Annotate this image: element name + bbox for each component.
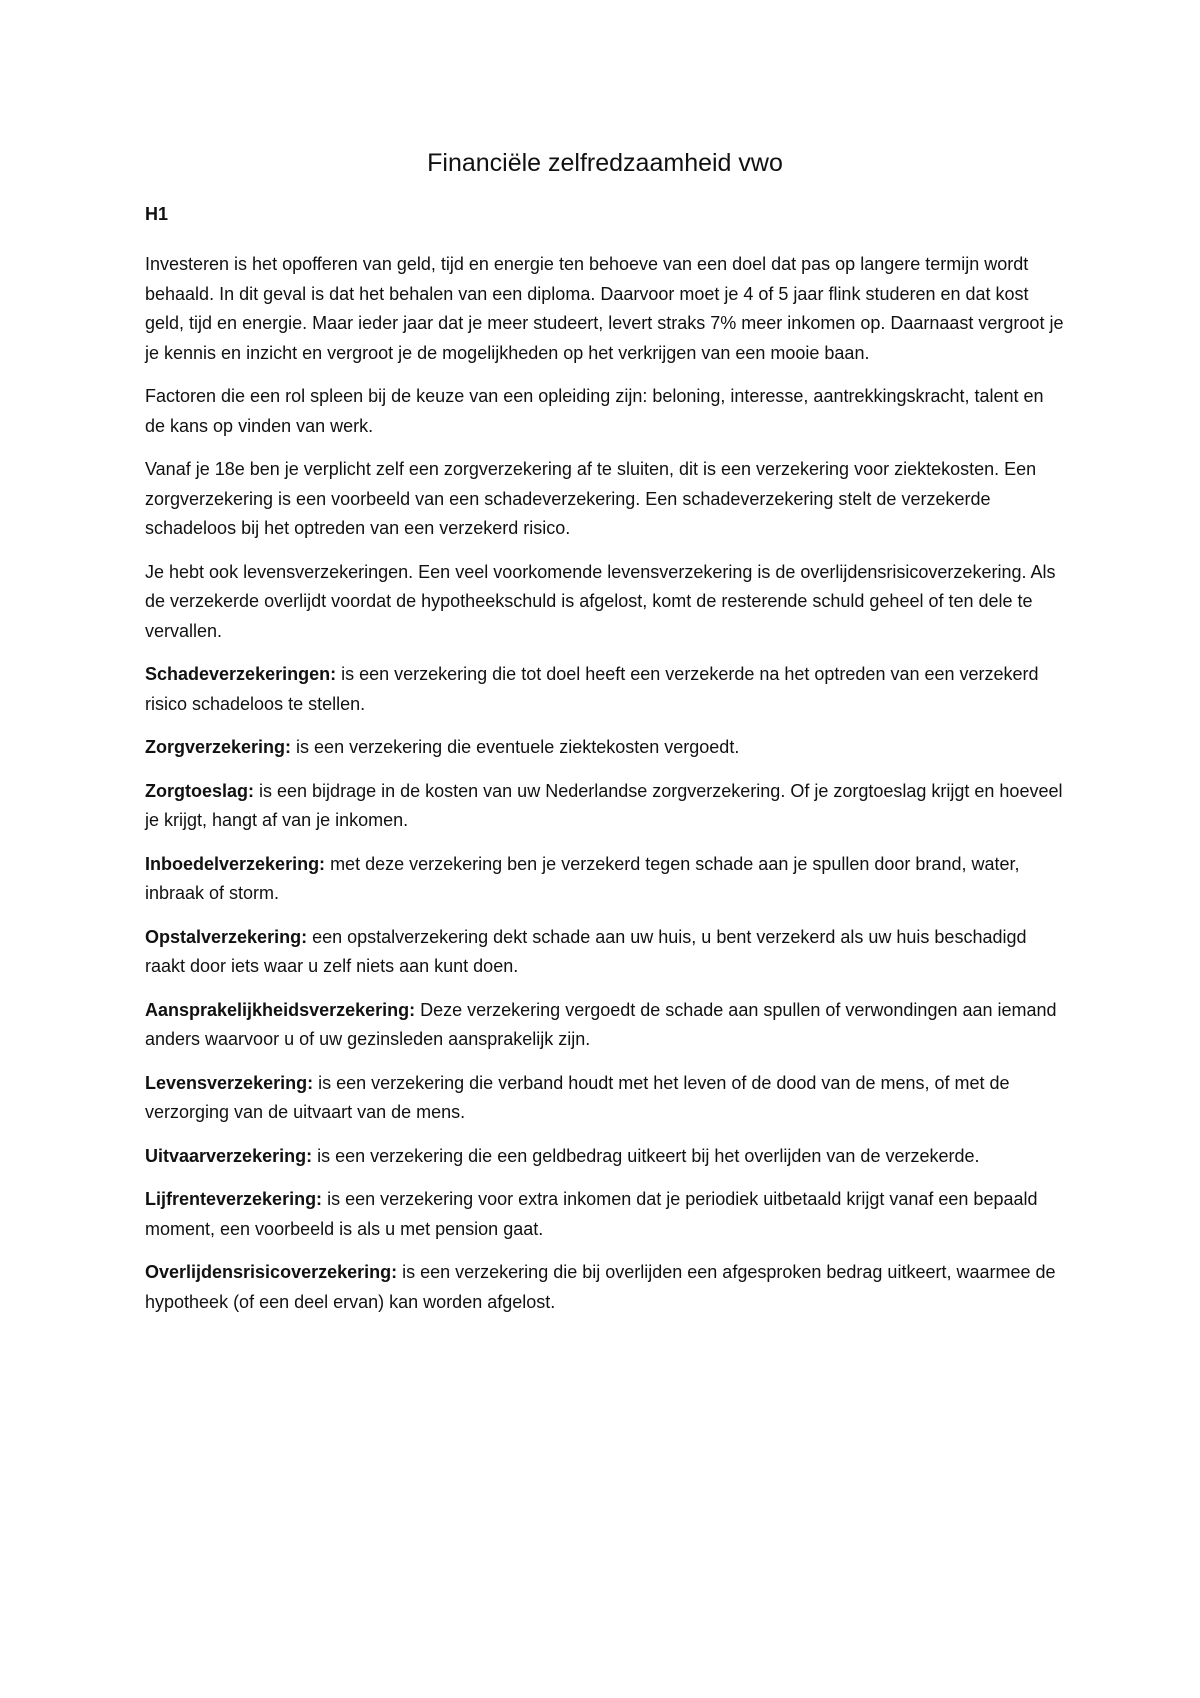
definition-text: is een verzekering die eventuele ziektekosten vergoedt. [291,737,740,757]
definition-term: Aansprakelijkheidsverzekering: [145,999,416,1020]
definition-text: is een verzekering voor extra inkomen dat je periodiek uitbetaald krijgt vanaf een bepaald moment, een voorbeeld is als u met pension gaat. [145,1189,1038,1239]
definition-term: Levensverzekering: [145,1072,314,1093]
definition-aansprakelijkheidsverzekering [145,996,1065,1055]
document-content [145,146,1065,1331]
definition-term: Zorgtoeslag: [145,780,255,801]
definition-schadeverzekeringen [145,660,1065,719]
definition-opstalverzekering [145,923,1065,982]
definition-text: een opstalverzekering dekt schade aan uw huis, u bent verzekerd als uw huis beschadigd raakt door iets waar u zelf niets aan kunt doen. [145,926,1027,976]
paragraph-levensverzekeringen: Je hebt ook levensverzekeringen. Een veel voorkomende levensverzekering is de overlijdensrisicoverzekering. Als de verzekerde overlijdt voordat de hypotheekschuld is afgelost, komt de resterende schuld geheel of ten dele te vervallen. [145,561,1056,641]
definition-term: Opstalverzekering: [145,926,308,947]
paragraph-factoren: Factoren die een rol spleen bij de keuze van een opleiding zijn: beloning, interesse, aantrekkingskracht, talent en de kans op vinden van werk. [145,386,1044,436]
section-heading: H1 [145,204,169,224]
definition-term: Uitvaarverzekering: [145,1145,313,1166]
definition-inboedelverzekering [145,850,1065,909]
definition-text: met deze verzekering ben je verzekerd tegen schade aan je spullen door brand, water, inbraak of storm. [145,853,1020,903]
document-title: Financiële zelfredzaamheid vwo [427,149,783,177]
definition-overlijdensrisicoverzekering [145,1258,1065,1317]
definition-uitvaarverzekering [145,1142,1065,1172]
definition-term: Lijfrenteverzekering: [145,1189,323,1209]
definition-term: Schadeverzekeringen: [145,664,337,684]
definition-text: Deze verzekering vergoedt de schade aan spullen of verwondingen aan iemand anders waarvoor u of uw gezinsleden aansprakelijk zijn. [145,999,1057,1049]
definition-text: is een bijdrage in de kosten van uw Nederlandse zorgverzekering. Of je zorgtoeslag krijgt en hoeveel je krijgt, hangt af van je inkomen. [145,780,1063,830]
definition-zorgtoeslag [145,777,1065,836]
definition-zorgverzekering [145,733,1065,763]
definition-term: Inboedelverzekering: [145,853,326,874]
definition-levensverzekering [145,1069,1065,1128]
definition-lijfrenteverzekering [145,1185,1065,1244]
paragraph-investeren: Investeren is het opofferen van geld, tijd en energie ten behoeve van een doel dat pas op langere termijn wordt behaald. In dit geval is dat het behalen van een diploma. Daarvoor moet je 4 of 5 jaar flink studeren en dat kost geld, tijd en energie. Maar ieder jaar dat je meer studeert, levert straks 7% meer inkomen op. Daarnaast vergroot je je kennis en inzicht en vergroot je de mogelijkheden op het verkrijgen van een mooie baan. [145,254,1064,363]
definition-text: is een verzekering die verband houdt met het leven of de dood van de mens, of met de verzorging van de uitvaart van de mens. [145,1072,1010,1122]
definition-term: Zorgverzekering: [145,737,292,757]
definition-term: Overlijdensrisicoverzekering: [145,1262,398,1282]
definition-text: is een verzekering die bij overlijden een afgesproken bedrag uitkeert, waarmee de hypotheek (of een deel ervan) kan worden afgelost. [145,1262,1056,1312]
paragraph-zorgverzekering: Vanaf je 18e ben je verplicht zelf een zorgverzekering af te sluiten, dit is een verzekering voor ziektekosten. Een zorgverzekering is een voorbeeld van een schadeverzekering. Een schadeverzekering stelt de verzekerde schadeloos bij het optreden van een verzekerd risico. [145,459,1037,538]
definition-text: is een verzekering die een geldbedrag uitkeert bij het overlijden van de verzekerde. [312,1145,980,1166]
definition-text: is een verzekering die tot doel heeft een verzekerde na het optreden van een verzekerd risico schadeloos te stellen. [145,664,1039,714]
